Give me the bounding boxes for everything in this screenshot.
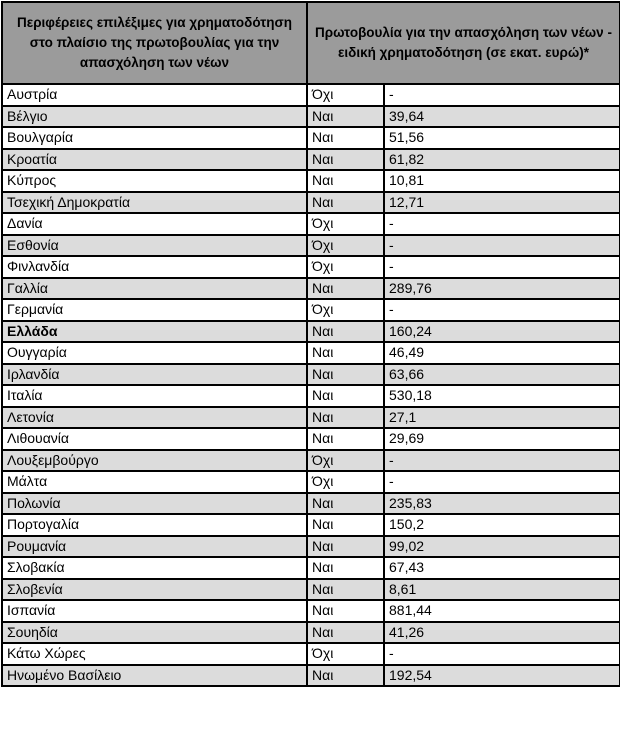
table-row (2, 84, 620, 106)
amount-cell: 39,64 (384, 106, 620, 128)
country-cell: Κροατία (2, 149, 307, 171)
table-row (2, 385, 620, 407)
table-row (2, 407, 620, 429)
country-cell: Ουγγαρία (2, 342, 307, 364)
eligibility-cell: Όχι (307, 256, 384, 278)
eligibility-cell: Όχι (307, 84, 384, 106)
amount-cell: - (384, 256, 620, 278)
amount-cell: - (384, 235, 620, 257)
amount-cell: 27,1 (384, 407, 620, 429)
eligibility-cell: Ναι (307, 149, 384, 171)
table-row (2, 450, 620, 472)
table-row (2, 665, 620, 687)
country-cell: Λιθουανία (2, 428, 307, 450)
eligibility-cell: Ναι (307, 600, 384, 622)
country-cell: Γερμανία (2, 299, 307, 321)
table-row (2, 235, 620, 257)
eligibility-cell: Ναι (307, 622, 384, 644)
amount-cell: 46,49 (384, 342, 620, 364)
eligibility-cell: Ναι (307, 278, 384, 300)
table-row (2, 536, 620, 558)
country-cell: Φινλανδία (2, 256, 307, 278)
country-cell: Μάλτα (2, 471, 307, 493)
amount-cell: 99,02 (384, 536, 620, 558)
table-row (2, 256, 620, 278)
eligibility-cell: Όχι (307, 213, 384, 235)
table-row (2, 213, 620, 235)
country-cell: Εσθονία (2, 235, 307, 257)
country-cell: Τσεχική Δημοκρατία (2, 192, 307, 214)
table-row (2, 493, 620, 515)
eligibility-cell: Ναι (307, 557, 384, 579)
eligibility-cell: Ναι (307, 428, 384, 450)
country-cell: Λετονία (2, 407, 307, 429)
country-cell: Κάτω Χώρες (2, 643, 307, 665)
table-header-row (2, 2, 620, 84)
amount-cell: 10,81 (384, 170, 620, 192)
eligibility-cell: Ναι (307, 385, 384, 407)
amount-cell: 8,61 (384, 579, 620, 601)
country-cell: Πορτογαλία (2, 514, 307, 536)
eligibility-cell: Ναι (307, 665, 384, 687)
country-cell: Σλοβακία (2, 557, 307, 579)
eligibility-cell: Όχι (307, 235, 384, 257)
country-cell: Δανία (2, 213, 307, 235)
table-row (2, 364, 620, 386)
table-row (2, 600, 620, 622)
amount-cell: 51,56 (384, 127, 620, 149)
amount-cell: - (384, 471, 620, 493)
eligibility-cell: Ναι (307, 364, 384, 386)
table-row (2, 106, 620, 128)
amount-cell: 530,18 (384, 385, 620, 407)
amount-cell: 881,44 (384, 600, 620, 622)
country-cell: Ρουμανία (2, 536, 307, 558)
amount-cell: 235,83 (384, 493, 620, 515)
country-cell: Ιρλανδία (2, 364, 307, 386)
country-cell: Σουηδία (2, 622, 307, 644)
eligibility-cell: Ναι (307, 321, 384, 343)
table-row (2, 127, 620, 149)
table-row (2, 170, 620, 192)
eligibility-cell: Όχι (307, 471, 384, 493)
country-cell: Γαλλία (2, 278, 307, 300)
amount-cell: 67,43 (384, 557, 620, 579)
eligibility-cell: Ναι (307, 493, 384, 515)
eligibility-cell: Ναι (307, 127, 384, 149)
amount-cell: - (384, 213, 620, 235)
eligibility-cell: Ναι (307, 192, 384, 214)
amount-cell: - (384, 299, 620, 321)
country-cell: Λουξεμβούργο (2, 450, 307, 472)
country-cell: Βέλγιο (2, 106, 307, 128)
table-body (2, 84, 620, 686)
amount-cell: 61,82 (384, 149, 620, 171)
table-row (2, 342, 620, 364)
eligibility-cell: Ναι (307, 106, 384, 128)
country-cell: Αυστρία (2, 84, 307, 106)
country-cell: Κύπρος (2, 170, 307, 192)
country-cell: Ισπανία (2, 600, 307, 622)
eligibility-cell: Όχι (307, 643, 384, 665)
table-row (2, 278, 620, 300)
header-eligible-regions: Περιφέρειες επιλέξιμες για χρηματοδότηση στο πλαίσιο της πρωτοβουλίας για την απασχόληση των νέων (2, 2, 307, 84)
eligibility-cell: Όχι (307, 450, 384, 472)
country-cell: Ηνωμένο Βασίλειο (2, 665, 307, 687)
amount-cell: 63,66 (384, 364, 620, 386)
amount-cell: 160,24 (384, 321, 620, 343)
country-cell: Ελλάδα (2, 321, 307, 343)
amount-cell: - (384, 450, 620, 472)
eligibility-cell: Ναι (307, 579, 384, 601)
country-cell: Ιταλία (2, 385, 307, 407)
header-special-funding: Πρωτοβουλία για την απασχόληση των νέων - ειδική χρηματοδότηση (σε εκατ. ευρώ)* (307, 2, 620, 84)
table-row (2, 643, 620, 665)
amount-cell: 289,76 (384, 278, 620, 300)
eligibility-cell: Ναι (307, 170, 384, 192)
table-row (2, 428, 620, 450)
table-row (2, 557, 620, 579)
table-row (2, 299, 620, 321)
table-row (2, 149, 620, 171)
table-row (2, 579, 620, 601)
amount-cell: 29,69 (384, 428, 620, 450)
amount-cell: 12,71 (384, 192, 620, 214)
eligibility-cell: Όχι (307, 299, 384, 321)
table-row (2, 622, 620, 644)
table-row (2, 514, 620, 536)
eligibility-cell: Ναι (307, 342, 384, 364)
funding-table (1, 1, 620, 687)
table-row (2, 192, 620, 214)
amount-cell: - (384, 643, 620, 665)
eligibility-cell: Ναι (307, 407, 384, 429)
amount-cell: 150,2 (384, 514, 620, 536)
eligibility-cell: Ναι (307, 514, 384, 536)
amount-cell: - (384, 84, 620, 106)
amount-cell: 192,54 (384, 665, 620, 687)
table-row (2, 321, 620, 343)
country-cell: Πολωνία (2, 493, 307, 515)
amount-cell: 41,26 (384, 622, 620, 644)
eligibility-cell: Ναι (307, 536, 384, 558)
country-cell: Σλοβενία (2, 579, 307, 601)
table-row (2, 471, 620, 493)
country-cell: Βουλγαρία (2, 127, 307, 149)
